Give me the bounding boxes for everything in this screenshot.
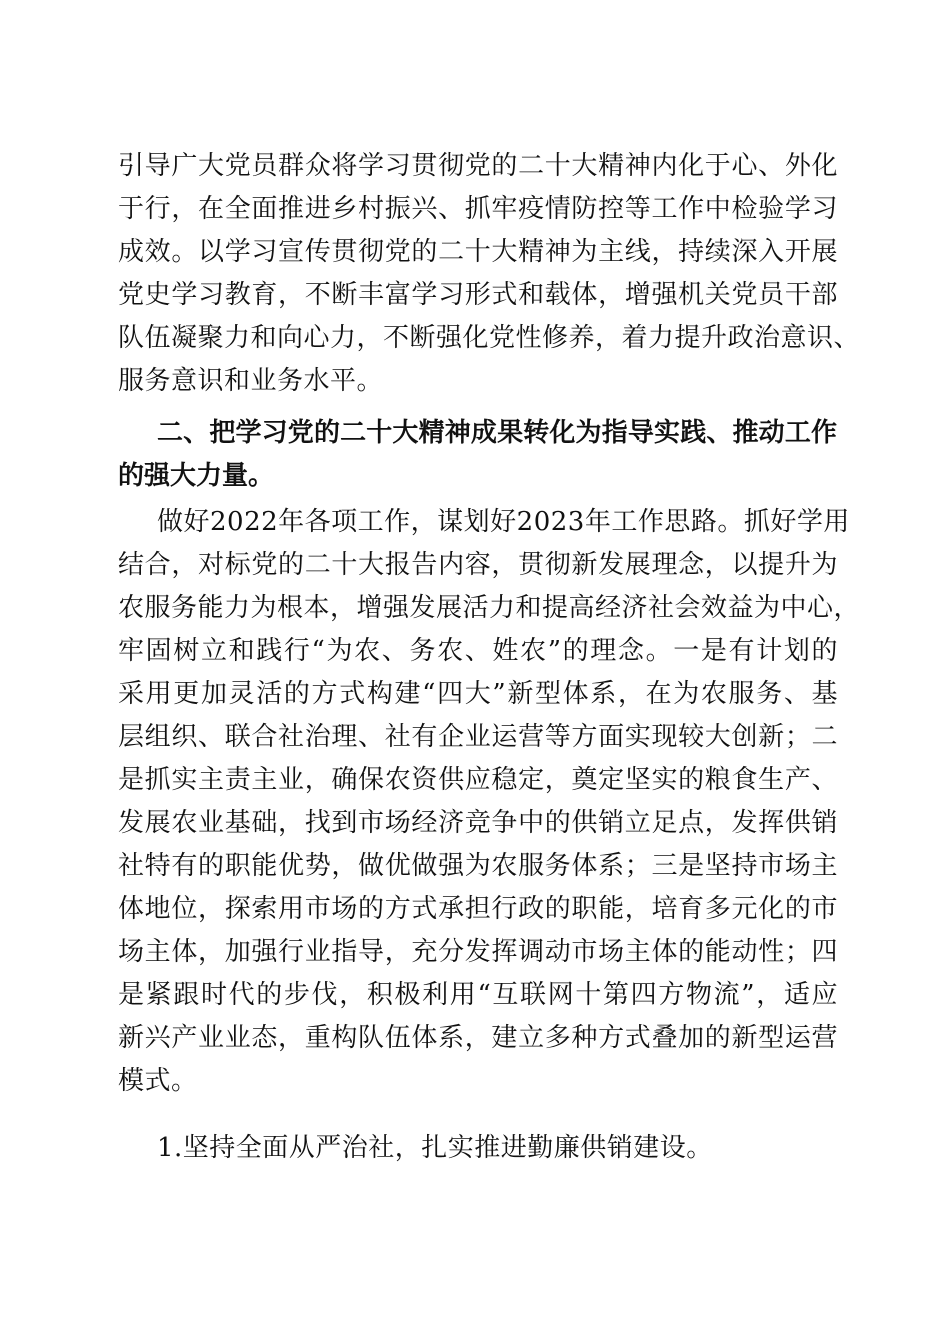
paragraph-line: 新兴产业业态，重构队伍体系，建立多种方式叠加的新型运营 [118, 1023, 838, 1053]
paragraph-line: 成效。以学习宣传贯彻党的二十大精神为主线，持续深入开展 [118, 237, 838, 267]
heading-line: 二、把学习党的二十大精神成果转化为指导实践、推动工作 [157, 418, 837, 448]
paragraph-line: 采用更加灵活的方式构建“四大”新型体系，在为农服务、基 [118, 679, 838, 709]
paragraph-line: 党史学习教育，不断丰富学习形式和载体，增强机关党员干部 [118, 280, 838, 310]
paragraph-line: 农服务能力为根本，增强发展活力和提高经济社会效益为中心， [118, 593, 861, 623]
paragraph-line: 是抓实主责主业，确保农资供应稳定，奠定坚实的粮食生产、 [118, 765, 838, 795]
paragraph-line: 服务意识和业务水平。 [118, 366, 384, 396]
paragraph-line: 结合，对标党的二十大报告内容，贯彻新发展理念，以提升为 [118, 550, 838, 580]
paragraph-line: 引导广大党员群众将学习贯彻党的二十大精神内化于心、外化 [118, 151, 838, 181]
paragraph-line: 场主体，加强行业指导，充分发挥调动市场主体的能动性；四 [118, 937, 838, 967]
paragraph-line: 是紧跟时代的步伐，积极利用“互联网十第四方物流”，适应 [118, 980, 838, 1010]
heading-line: 的强大力量。 [118, 461, 275, 491]
paragraph-line: 队伍凝聚力和向心力，不断强化党性修养，着力提升政治意识、 [118, 323, 861, 353]
paragraph-line: 体地位，探索用市场的方式承担行政的职能，培育多元化的市 [118, 894, 838, 924]
paragraph-line: 于行，在全面推进乡村振兴、抓牢疫情防控等工作中检验学习 [118, 194, 838, 224]
paragraph-line: 发展农业基础，找到市场经济竞争中的供销立足点，发挥供销 [118, 808, 838, 838]
paragraph-line: 层组织、联合社治理、社有企业运营等方面实现较大创新；二 [118, 722, 838, 752]
paragraph-line: 做好2022年各项工作，谋划好2023年工作思路。抓好学用 [157, 507, 850, 537]
numbered-item: 1.坚持全面从严治社，扎实推进勤廉供销建设。 [157, 1133, 713, 1163]
paragraph-line: 牢固树立和践行“为农、务农、姓农”的理念。一是有计划的 [118, 636, 838, 666]
paragraph-line: 社特有的职能优势，做优做强为农服务体系；三是坚持市场主 [118, 851, 838, 881]
paragraph-line: 模式。 [118, 1066, 198, 1096]
